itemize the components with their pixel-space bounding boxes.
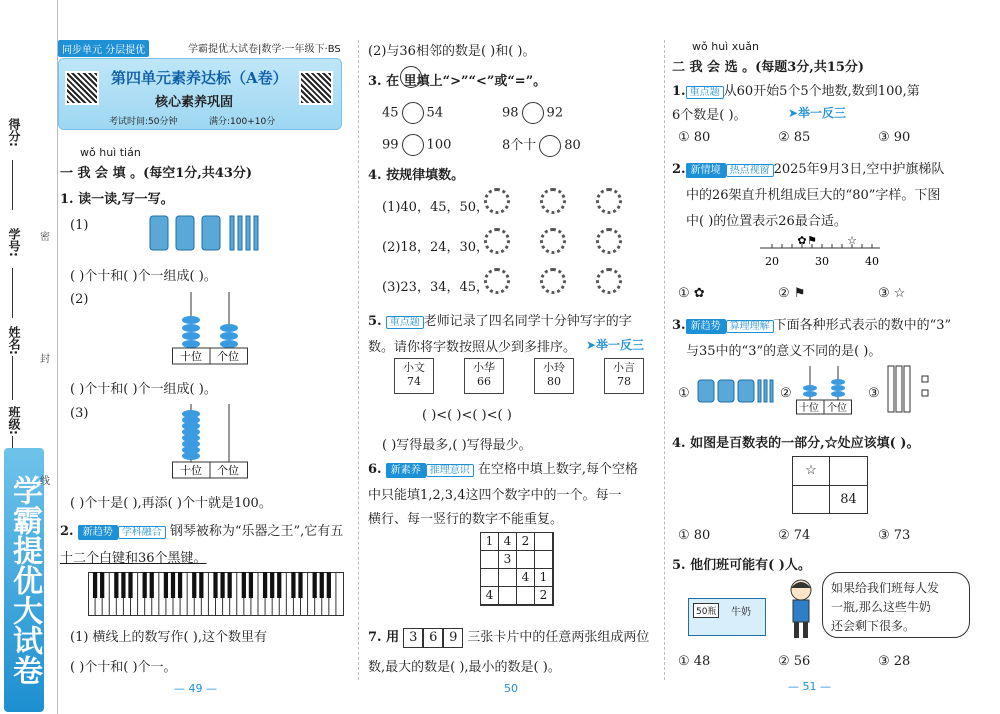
sudoku-cell[interactable] <box>481 551 499 569</box>
exam-header <box>58 58 342 130</box>
number-card-1: 3 <box>403 628 423 648</box>
piano-black-key <box>291 572 295 598</box>
student-id-label: 学号: <box>7 228 21 257</box>
q3-option-1[interactable]: ① <box>678 386 690 401</box>
bundles-of-sticks <box>148 208 268 254</box>
page-50: (2)与36相邻的数是( )和( )。 3. 在 里填上“>”“<”或“=”。 45 54 98 92 99 100 8个十 80 4. 按规律填数。 (1)40，45，50， (2)18，24，30， (3)23，34，45， 5. 重点题 老师记录了四名同学十分钟写字的字 数。请你将字数按照从少到多排序。 ➤举一反三 小文 74 小华 66 小玲 80 小言 78 ( )<( )<( )<( ) ( )写得最多,( )写得最少。 6. 新素养 推理意识 在空格中填上数字,每个空格 中只能填1,2,3,4这四个数字中的一个。每一 横行、每一竖行的数字不能重复。 1 4 2 3 4 1 4 2 7. 用 3 6 9 三张卡片中的任意两张组成两位 数,最大的数是( ),最小的数是( )。 50 <box>368 0 658 714</box>
question-7-text: 三张卡片中的任意两张组成两位 <box>467 630 650 645</box>
sudoku-cell[interactable] <box>517 551 535 569</box>
compare-circle-2[interactable] <box>522 102 544 124</box>
piano-black-key <box>277 572 281 598</box>
q1-part3-answer: ( )个十是( ),再添( )个十就是100。 <box>70 496 272 511</box>
piano-black-key <box>199 572 203 598</box>
sequence-2-blank-3[interactable] <box>596 228 622 254</box>
sudoku-cell: 2 <box>535 587 553 605</box>
kid-2-count: 66 <box>477 375 491 388</box>
sudoku-cell: 1 <box>481 533 499 551</box>
kid-3-name: 小玲 <box>543 361 565 374</box>
compare-1-left: 45 <box>382 105 399 121</box>
q5-option-1[interactable]: ① 48 <box>678 654 711 669</box>
question-2-text: 钢琴被称为“乐器之王”,它有五 <box>169 524 344 539</box>
compare-4-left: 8个十 <box>502 138 537 153</box>
class-label: 班级: <box>7 406 21 435</box>
sudoku-cell: 2 <box>517 533 535 551</box>
abacus-2 <box>172 402 248 480</box>
question-3: 3. 在 里填上“>”“<”或“=”。 <box>368 74 547 89</box>
sequence-1: (1)40，45，50， <box>382 200 490 215</box>
page-49: 同步单元 分层提优 学霸提优大试卷|数学·一年级下·BS 第四单元素养达标（A卷） 核心素养巩固 考试时间:50分钟 满分:100+10分 wǒ huì tián 一 我 会 填 。(每空1分,共43分) 1. 读一读,写一写。 (1) ( )个十和( )个一组成( )。 (2) 十位 个位 ( )个十和( )个一组成( )。 (3) 十位 个位 ( )个十是( ),再添( )个十就是100。 2. 新趋势 学科融合 钢琴被称为“乐器之王”,它有五 十二个白键和36个黑键。 (1) 横线上的数写作( ),这个数里有 ( )个十和( )个一。 — 49 — <box>58 0 354 714</box>
abacus-1 <box>172 290 248 366</box>
bubble-line-3: 还会剩下很多。 <box>831 619 916 633</box>
section-fill-heading: 一 我 会 填 。(每空1分,共43分) <box>60 166 253 181</box>
question-6-text: 在空格中填上数字,每个空格 <box>477 462 638 477</box>
kid-card-3 <box>534 358 574 394</box>
sequence-2-blank-2[interactable] <box>540 228 566 254</box>
question-2-text-cont: 十二个白键和36个黑键。 <box>60 551 207 566</box>
sudoku-grid <box>480 532 554 606</box>
exam-title: 第四单元素养达标（A卷） <box>111 69 288 87</box>
exam-score: 满分:100+10分 <box>209 117 276 127</box>
kid-card-2 <box>464 358 504 394</box>
column-divider-1 <box>358 40 359 680</box>
hundred-cell-84: 84 <box>840 492 857 507</box>
compare-circle-4[interactable] <box>539 135 561 157</box>
piano-black-key <box>114 572 118 598</box>
compare-2-left: 98 <box>502 105 519 121</box>
milk-label: 牛奶 <box>731 607 751 618</box>
sudoku-cell: 3 <box>499 551 517 569</box>
sequence-1-blank-3[interactable] <box>596 188 622 214</box>
q5-option-2[interactable]: ② 56 <box>778 654 811 669</box>
new-context-tag: 新情境 <box>686 163 726 178</box>
sudoku-cell[interactable] <box>481 569 499 587</box>
q2-option-3[interactable]: ③ ☆ <box>878 286 906 301</box>
key-question-tag: 重点题 <box>386 316 424 329</box>
choice-question-2: 2025年9月3日,空中护旗梯队 <box>773 162 945 177</box>
binding-sidebar <box>0 0 58 714</box>
hundred-cell-2 <box>830 457 867 486</box>
question-7-answer: 数,最大的数是( ),最小的数是( )。 <box>368 660 561 675</box>
kid-3-count: 80 <box>547 375 561 388</box>
piano-black-key <box>128 572 132 598</box>
piano-black-key <box>143 572 147 598</box>
key-question-tag-2: 重点题 <box>686 86 724 99</box>
name-label: 姓名: <box>7 326 21 355</box>
milk-box-count: 50瓶 <box>693 603 719 618</box>
piano-black-key <box>171 572 175 598</box>
qr-code-right <box>299 71 333 105</box>
q1-option-3[interactable]: ③ 90 <box>878 130 911 145</box>
piano-black-key <box>93 572 97 598</box>
sudoku-cell[interactable] <box>517 587 535 605</box>
hundred-cell-star: ☆ <box>793 457 830 486</box>
column-divider-2 <box>664 40 665 680</box>
q3-option-3[interactable]: ③ <box>868 386 880 401</box>
piano-black-key <box>242 572 246 598</box>
kids-record-cards <box>394 358 664 398</box>
exam-time: 考试时间:50分钟 <box>109 117 178 127</box>
sudoku-cell[interactable] <box>535 551 553 569</box>
piano-black-key <box>213 572 217 598</box>
flag-marker-icon: ⚑ <box>807 234 817 247</box>
sequence-1-blank-2[interactable] <box>540 188 566 214</box>
choice-question-2-cont: 中的26架直升机组成巨大的“80”字样。下图 <box>686 188 941 203</box>
question-6-text-2: 中只能填1,2,3,4这四个数字中的一个。每一 <box>368 488 622 503</box>
sudoku-cell: 4 <box>517 569 535 587</box>
bubble-line-2: 一瓶,那么这些牛奶 <box>831 600 931 614</box>
compare-circle-example <box>400 66 422 88</box>
pinyin-fill: wǒ huì tián <box>80 146 141 159</box>
score-label: 得分: <box>7 118 21 147</box>
seal-mark-bottom: 线 <box>40 476 50 487</box>
sequence-3-blank-1[interactable] <box>484 268 510 294</box>
question-5-order: ( )<( )<( )<( ) <box>422 408 512 423</box>
pinyin-choose: wǒ huì xuǎn <box>692 40 759 53</box>
class-field[interactable] <box>12 436 13 448</box>
piano-black-key <box>263 572 267 598</box>
abacus-2-ones-label: 个位 <box>217 464 239 477</box>
sudoku-cell[interactable] <box>499 569 517 587</box>
brand-banner <box>4 448 44 712</box>
q3-option-2[interactable]: ② <box>780 386 792 401</box>
piano-black-key <box>100 572 104 598</box>
exam-subtitle: 核心素养巩固 <box>155 95 234 110</box>
q4-option-2[interactable]: ② 74 <box>778 528 811 543</box>
cross-subject-tag: 学科融合 <box>118 526 166 539</box>
hundred-blocks <box>886 364 936 416</box>
piano-black-key <box>327 572 331 598</box>
reasoning-tag: 推理意识 <box>426 464 474 477</box>
qr-code-left <box>65 71 99 105</box>
q1-option-1[interactable]: ① 80 <box>678 130 711 145</box>
sequence-2-blank-1[interactable] <box>484 228 510 254</box>
piano-black-key <box>164 572 168 598</box>
q4-option-1[interactable]: ① 80 <box>678 528 711 543</box>
question-4: 4. 按规律填数。 <box>368 168 465 183</box>
number-line <box>758 232 884 272</box>
piano-black-key <box>228 572 232 598</box>
compare-circle-3[interactable] <box>402 134 424 156</box>
q5-option-3[interactable]: ③ 28 <box>878 654 911 669</box>
page-number-51: — 51 — <box>788 680 831 693</box>
question-5-most-least: ( )写得最多,( )写得最少。 <box>382 438 532 453</box>
compare-3-left: 99 <box>382 137 399 153</box>
sequence-3-blank-3[interactable] <box>596 268 622 294</box>
compare-2-right: 92 <box>546 105 564 121</box>
sequence-2: (2)18，24，30， <box>382 240 490 255</box>
question-2-part1: (1) 横线上的数写作( ),这个数里有 <box>70 630 267 645</box>
arithmetic-tag: 算理理解 <box>726 320 774 333</box>
star-marker-icon: ☆ <box>847 234 857 247</box>
sync-unit-tag: 同步单元 分层提优 <box>58 40 149 57</box>
section-choose-heading: 二 我 会 选 。(每题3分,共15分) <box>672 60 865 75</box>
question-2-part2: (2)与36相邻的数是( )和( )。 <box>368 44 536 59</box>
hundred-cell-3 <box>793 486 830 514</box>
student-id-field[interactable] <box>12 268 13 318</box>
seal-mark-middle: 封 <box>40 354 50 365</box>
q4-option-3[interactable]: ③ 73 <box>878 528 911 543</box>
piano-black-key <box>270 572 274 598</box>
compare-4-right: 80 <box>564 138 581 153</box>
milk-crate <box>688 598 766 636</box>
new-trend-tag: 新趋势 <box>78 525 118 540</box>
score-field[interactable] <box>12 160 13 210</box>
choice-question-1-cont: 6个数是( )。 <box>672 108 747 123</box>
number-card-3: 9 <box>443 628 463 648</box>
q1-part2-label: (2) <box>70 292 89 307</box>
choice-question-1: 从60开始5个5个地数,数到100,第 <box>723 84 920 99</box>
series-title: 学霸提优大试卷|数学·一年级下·BS <box>188 44 341 55</box>
practice-link-2[interactable]: ➤举一反三 <box>788 106 847 120</box>
new-trend-tag-2: 新趋势 <box>686 319 726 334</box>
sequence-1-blank-1[interactable] <box>484 188 510 214</box>
choice-question-2-cont2: 中( )的位置表示26最合适。 <box>686 214 847 229</box>
seal-mark-top: 密 <box>40 232 50 243</box>
nl-tick-30: 30 <box>815 255 829 268</box>
kid-card-1 <box>394 358 434 394</box>
abacus-3-tens: 十位 <box>799 403 819 414</box>
q1-part3-label: (3) <box>70 406 89 421</box>
boy-icon <box>786 578 816 642</box>
page-51: wǒ huì xuǎn 二 我 会 选 。(每题3分,共15分) 1. 重点题 从60开始5个5个地数,数到100,第 6个数是( )。 ➤举一反三 ① 80 ② 85 ③ 90 2. 新情境 热点视窗 2025年9月3日,空中护旗梯队 中的26架直升机组成巨大的“80”字样。下图 中( )的位置表示26最合适。 ✿ ⚑ ☆ 20 30 40 ① ✿ ② ⚑ ③ ☆ 3. 新趋势 算理理解 下面各种形式表示的数中的“3” 与35中的“3”的意义不同的是( )。 ① ② 十位 个位 ③ 4. 如图是百数表的一部分,☆处应该填( )。 ☆ 84 ① 80 ② 74 ③ 73 5. 他们班可能有( )人。 50瓶 牛奶 如果给我们班每人发 一瓶,那么这些牛奶 还会剩下很多。 ① 48 ② 56 ③ 28 — 51 — <box>672 0 992 714</box>
number-card-2: 6 <box>423 628 443 648</box>
choice-question-3: 下面各种形式表示的数中的“3” <box>773 318 952 333</box>
sudoku-cell[interactable] <box>499 587 517 605</box>
q1-option-2[interactable]: ② 85 <box>778 130 811 145</box>
piano-black-key <box>320 572 324 598</box>
piano-black-key <box>313 572 317 598</box>
question-5-text: 老师记录了四名同学十分钟写字的字 <box>423 314 632 329</box>
sudoku-cell: 1 <box>535 569 553 587</box>
abacus-3-ones: 个位 <box>827 403 847 414</box>
question-5-text-cont: 数。请你将字数按照从少到多排序。 <box>368 340 577 355</box>
nl-tick-40: 40 <box>865 255 879 268</box>
sudoku-cell: 4 <box>481 587 499 605</box>
sudoku-cell[interactable] <box>535 533 553 551</box>
piano-black-key <box>178 572 182 598</box>
abacus-2-tens-label: 十位 <box>180 464 202 477</box>
piano-black-key <box>121 572 125 598</box>
sequence-3: (3)23，34，45， <box>382 280 490 295</box>
question-2-part1-cont: ( )个十和( )个一。 <box>70 660 177 675</box>
piano-black-key <box>150 572 154 598</box>
q2-option-1[interactable]: ① ✿ <box>678 286 705 301</box>
kid-1-count: 74 <box>407 375 421 388</box>
stick-bundles-35 <box>696 376 778 406</box>
hundred-chart-part <box>792 456 868 514</box>
question-6-text-3: 横行、每一竖行的数字不能重复。 <box>368 512 564 527</box>
abacus-1-ones-label: 个位 <box>217 350 239 363</box>
kid-1-name: 小文 <box>403 361 425 374</box>
new-literacy-tag: 新素养 <box>386 463 426 478</box>
piano-black-key <box>249 572 253 598</box>
piano-black-key <box>298 572 302 598</box>
practice-link[interactable]: ➤举一反三 <box>586 338 645 352</box>
choice-question-5: 5. 他们班可能有( )人。 <box>672 558 811 573</box>
compare-circle-1[interactable] <box>402 102 424 124</box>
hot-topic-tag: 热点视窗 <box>726 164 774 177</box>
flower-marker-icon: ✿ <box>797 234 807 247</box>
page-number-49: — 49 — <box>174 682 217 695</box>
q2-option-2[interactable]: ② ⚑ <box>778 286 806 301</box>
piano-black-key <box>220 572 224 598</box>
bubble-line-1: 如果给我们班每人发 <box>831 581 940 595</box>
kid-4-count: 78 <box>617 375 631 388</box>
compare-3-right: 100 <box>426 137 452 153</box>
abacus-1-tens-label: 十位 <box>180 350 202 363</box>
brand-text: 学霸提优大试卷 <box>7 475 42 685</box>
abacus-3 <box>796 364 852 416</box>
choice-question-3-cont: 与35中的“3”的意义不同的是( )。 <box>686 344 882 359</box>
kid-card-4 <box>604 358 644 394</box>
piano-black-key <box>192 572 196 598</box>
q1-part1-answer: ( )个十和( )个一组成( )。 <box>70 269 217 284</box>
piano-keyboard <box>88 572 344 616</box>
q1-part1-label: (1) <box>70 218 89 233</box>
sudoku-cell: 4 <box>499 533 517 551</box>
question-7-label: 7. 用 <box>368 630 400 645</box>
nl-tick-20: 20 <box>765 255 779 268</box>
name-field[interactable] <box>12 356 13 400</box>
kid-4-name: 小言 <box>613 361 635 374</box>
choice-question-4: 4. 如图是百数表的一部分,☆处应该填( )。 <box>672 436 920 451</box>
q1-part2-answer: ( )个十和( )个一组成( )。 <box>70 382 217 397</box>
sequence-3-blank-2[interactable] <box>540 268 566 294</box>
question-1: 1. 读一读,写一写。 <box>60 192 174 207</box>
speech-bubble <box>822 572 970 638</box>
kid-2-name: 小华 <box>473 361 495 374</box>
compare-1-right: 54 <box>426 105 444 121</box>
page-number-50: 50 <box>504 682 518 695</box>
